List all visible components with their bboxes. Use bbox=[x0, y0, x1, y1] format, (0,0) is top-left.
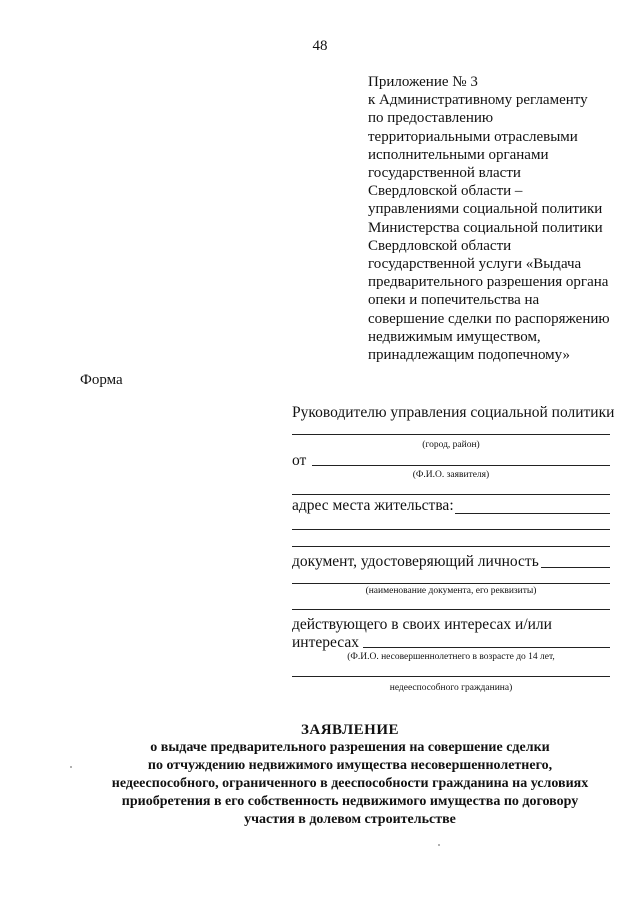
form-label: Форма bbox=[80, 372, 123, 388]
appendix-line: предварительного разрешения органа bbox=[368, 274, 609, 291]
appendix-line: совершение сделки по распоряжению bbox=[368, 310, 610, 327]
address-field-line-3[interactable] bbox=[292, 546, 610, 547]
from-label: от bbox=[292, 452, 307, 469]
statement-subtitle-line: приобретения в его собственность недвижимого имущества по договору bbox=[121, 794, 579, 809]
scan-speck bbox=[438, 844, 440, 846]
address-field-line[interactable] bbox=[455, 513, 610, 514]
document-field-line[interactable] bbox=[541, 567, 610, 568]
statement-subtitle-line: по отчуждению недвижимого имущества несовершеннолетнего, bbox=[147, 758, 553, 773]
appendix-line: к Административному регламенту bbox=[368, 92, 588, 109]
document-caption: (наименование документа, его реквизиты) bbox=[365, 586, 537, 596]
appendix-line: управлениями социальной политики bbox=[368, 201, 603, 218]
minor-caption-line1: (Ф.И.О. несовершеннолетнего в возрасте до 14 лет, bbox=[347, 652, 555, 662]
statement-subtitle-line: о выдаче предварительного разрешения на совершение сделки bbox=[150, 740, 550, 755]
applicant-fio-field-line[interactable] bbox=[312, 465, 610, 466]
appendix-line: Министерства социальной политики bbox=[368, 219, 603, 236]
city-field-line[interactable] bbox=[292, 434, 610, 435]
appendix-line: Приложение № 3 bbox=[368, 74, 478, 90]
addressee-recipient: Руководителю управления социальной политики bbox=[292, 404, 615, 421]
minor-fio-field-line[interactable] bbox=[363, 647, 610, 648]
scan-speck bbox=[70, 766, 72, 768]
statement-title bbox=[60, 722, 640, 829]
page-number: 48 bbox=[312, 38, 328, 54]
document-field-line-3[interactable] bbox=[292, 609, 610, 610]
statement-subtitle-line: участия в долевом строительстве bbox=[244, 812, 456, 827]
address-label: адрес места жительства: bbox=[292, 497, 454, 514]
appendix-line: Свердловской области bbox=[368, 237, 512, 254]
statement-heading: ЗАЯВЛЕНИЕ bbox=[300, 722, 400, 738]
acting-label-line1: действующего в своих интересах и/или bbox=[292, 616, 552, 633]
minor-fio-field-line-2[interactable] bbox=[292, 676, 610, 677]
document-label: документ, удостоверяющий личность bbox=[292, 553, 539, 570]
applicant-fio-field-line-2[interactable] bbox=[292, 494, 610, 495]
appendix-line: государственной услуги «Выдача bbox=[368, 256, 582, 273]
appendix-line: исполнительными органами bbox=[368, 146, 549, 163]
fio-caption: (Ф.И.О. заявителя) bbox=[412, 470, 490, 480]
address-field-line-2[interactable] bbox=[292, 529, 610, 530]
appendix-line: Свердловской области – bbox=[368, 183, 523, 200]
appendix-line: недвижимым имуществом, bbox=[368, 328, 541, 345]
appendix-line: опеки и попечительства на bbox=[368, 292, 540, 309]
appendix-header bbox=[368, 73, 630, 364]
appendix-line: по предоставлению bbox=[368, 110, 494, 127]
appendix-line: территориальными отраслевыми bbox=[368, 128, 578, 145]
document-field-line-2[interactable] bbox=[292, 583, 610, 584]
appendix-line: государственной власти bbox=[368, 165, 521, 182]
city-caption: (город, район) bbox=[422, 440, 480, 450]
acting-label-line2: интересах bbox=[292, 634, 359, 651]
minor-caption-line2: недееспособного гражданина) bbox=[389, 683, 513, 693]
statement-subtitle-line: недееспособного, ограниченного в дееспособности гражданина на условиях bbox=[111, 776, 589, 791]
appendix-line: принадлежащим подопечному» bbox=[368, 347, 571, 364]
